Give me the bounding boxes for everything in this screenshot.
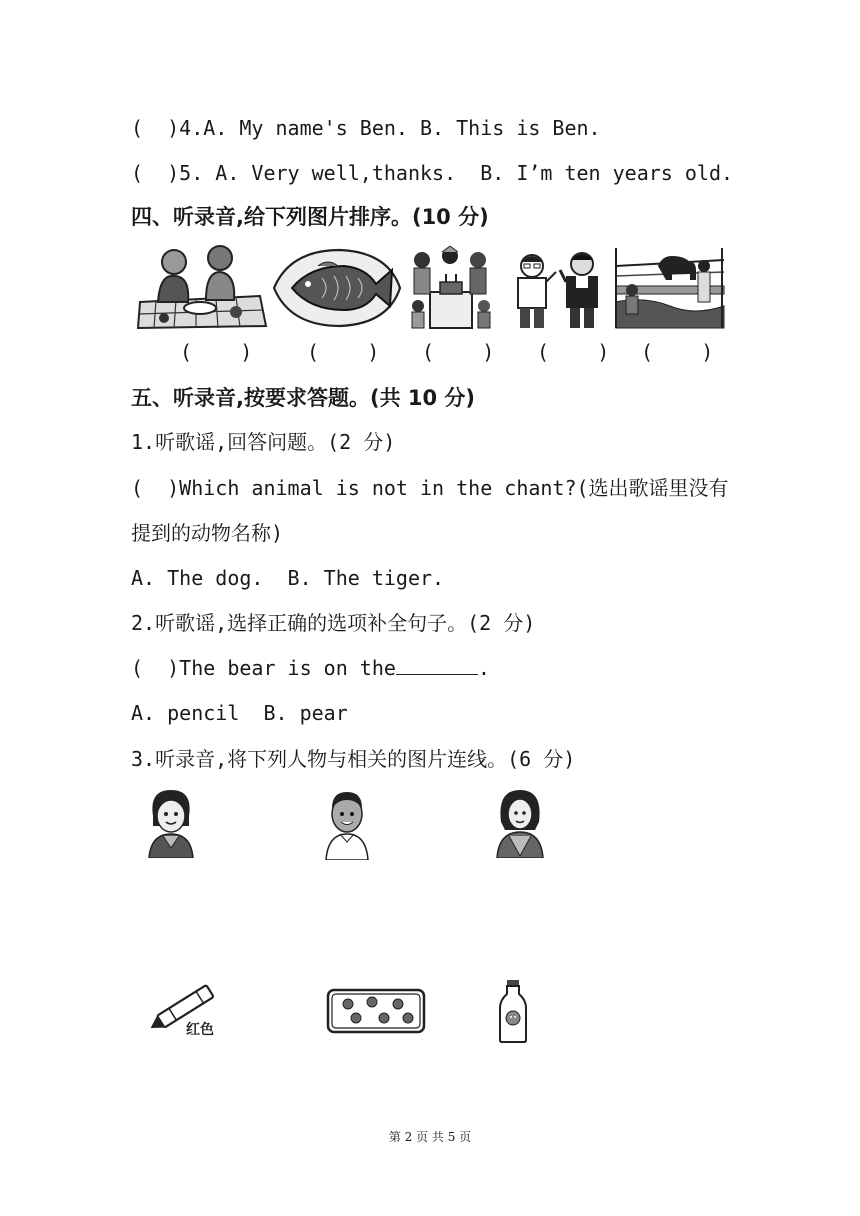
birthday-party-icon [410, 246, 492, 330]
q2-question-text: ( )The bear is on the [131, 656, 396, 680]
question-4: ( )4.A. My name's Ben. B. This is Ben. [131, 116, 601, 140]
q2-question-end: . [477, 656, 490, 680]
boy-portrait-icon [322, 788, 372, 860]
q2-question [131, 654, 490, 682]
red-crayon-icon [144, 976, 226, 1040]
answer-blank[interactable] [396, 656, 478, 675]
woman-portrait-icon [495, 786, 545, 858]
q1-question-line1: ( )Which animal is not in the chant?(选出歌谣里没有 [131, 476, 729, 500]
answer-paren-3[interactable]: ( ) [422, 340, 495, 364]
crayon-label: 红色 [186, 1022, 214, 1038]
section-4-title: 四、听录音,给下列图片排序。(10 分) [131, 205, 489, 229]
q1-title: 1.听歌谣,回答问题。(2 分) [131, 430, 396, 454]
q1-options: A. The dog. B. The tiger. [131, 566, 445, 590]
page-footer: 第 2 页 共 5 页 [388, 1130, 472, 1144]
question-5: ( )5. A. Very well,thanks. B. I’m ten years old. [131, 161, 734, 185]
section-5-title: 五、听录音,按要求答题。(共 10 分) [131, 386, 476, 410]
answer-paren-2[interactable]: ( ) [307, 340, 380, 364]
two-boys-greeting-icon [508, 252, 614, 330]
girl-portrait-icon [145, 786, 197, 858]
zoo-bear-icon [614, 246, 726, 330]
q3-title: 3.听录音,将下列人物与相关的图片连线。(6 分) [131, 747, 576, 771]
answer-paren-5[interactable]: ( ) [641, 340, 714, 364]
q1-question-line2: 提到的动物名称) [131, 521, 284, 545]
fish-dish-icon [270, 244, 404, 330]
q2-options: A. pencil B. pear [131, 701, 348, 725]
answer-paren-1[interactable]: ( ) [180, 340, 253, 364]
milk-bottle-icon [498, 978, 528, 1044]
picnic-icon [136, 240, 268, 330]
flower-pencil-box-icon [326, 986, 426, 1036]
q2-title: 2.听歌谣,选择正确的选项补全句子。(2 分) [131, 611, 536, 635]
answer-paren-4[interactable]: ( ) [537, 340, 610, 364]
